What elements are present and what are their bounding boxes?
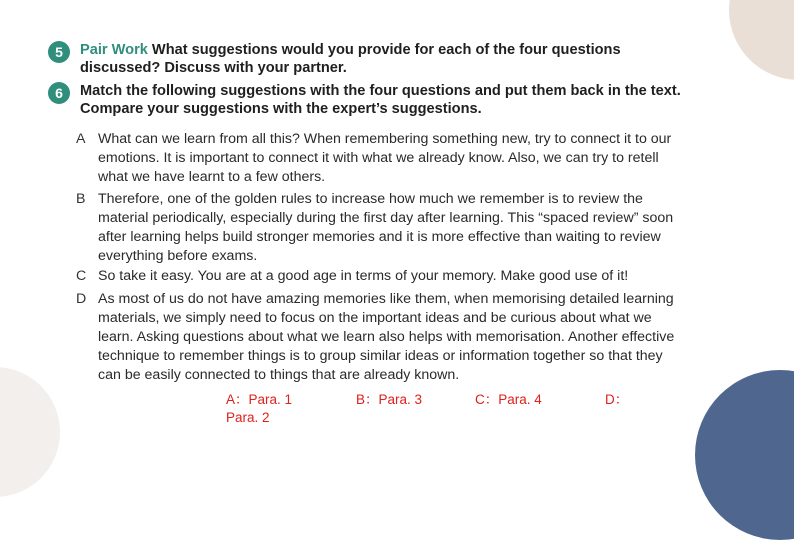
question-5 xyxy=(48,41,688,77)
paragraph-letter: A xyxy=(76,131,86,147)
paragraph-b xyxy=(76,190,686,266)
answer-d-value: Para. 2 xyxy=(226,410,270,425)
question-6 xyxy=(48,82,688,118)
answer-a: A：Para. 1 xyxy=(226,392,293,407)
paragraph-letter: D xyxy=(76,291,87,307)
question-5-body: What suggestions would you provide for each of the four questions discussed? Discuss with your partner. xyxy=(80,42,621,76)
pair-work-label: Pair Work xyxy=(80,42,148,58)
answer-b: B：Para. 3 xyxy=(356,392,423,407)
paragraph-text: So take it easy. You are at a good age in terms of your memory. Make good use of it! xyxy=(98,268,629,284)
paragraph-c xyxy=(76,267,686,286)
paragraph-text: As most of us do not have amazing memories like them, when memorising detailed learning materials, we simply need to focus on the important ideas and be curious about what we learn. Asking questions about what we learn also helps with memorisation. Another effective technique to remember things is to group similar ideas or information together so that they can be easily connected to things that are already known. xyxy=(98,291,675,383)
paragraph-letter: B xyxy=(76,191,86,207)
paragraph-letter: C xyxy=(76,268,87,284)
answer-d-label: D： xyxy=(605,392,629,407)
paragraph-a xyxy=(76,130,686,187)
paragraph-text: What can we learn from all this? When remembering something new, try to connect it to our emotions. It is important to connect it with what we already know. Also, we can try to retell what we have learnt to a few others. xyxy=(98,131,672,185)
question-number-badge: 6 xyxy=(48,82,70,104)
answer-c: C：Para. 4 xyxy=(475,392,542,407)
question-5-text xyxy=(80,41,688,77)
paragraph-d xyxy=(76,290,686,385)
question-number-badge: 5 xyxy=(48,41,70,63)
question-6-text: Match the following suggestions with the four questions and put them back in the text. Compare your suggestions with the expert’s suggestions. xyxy=(80,83,681,117)
paragraph-text: Therefore, one of the golden rules to increase how much we remember is to review the material periodically, especially during the first day after learning. This “spaced review” soon after learning helps build stronger memories and it is more effective than waiting to review everything before exams. xyxy=(98,191,674,264)
